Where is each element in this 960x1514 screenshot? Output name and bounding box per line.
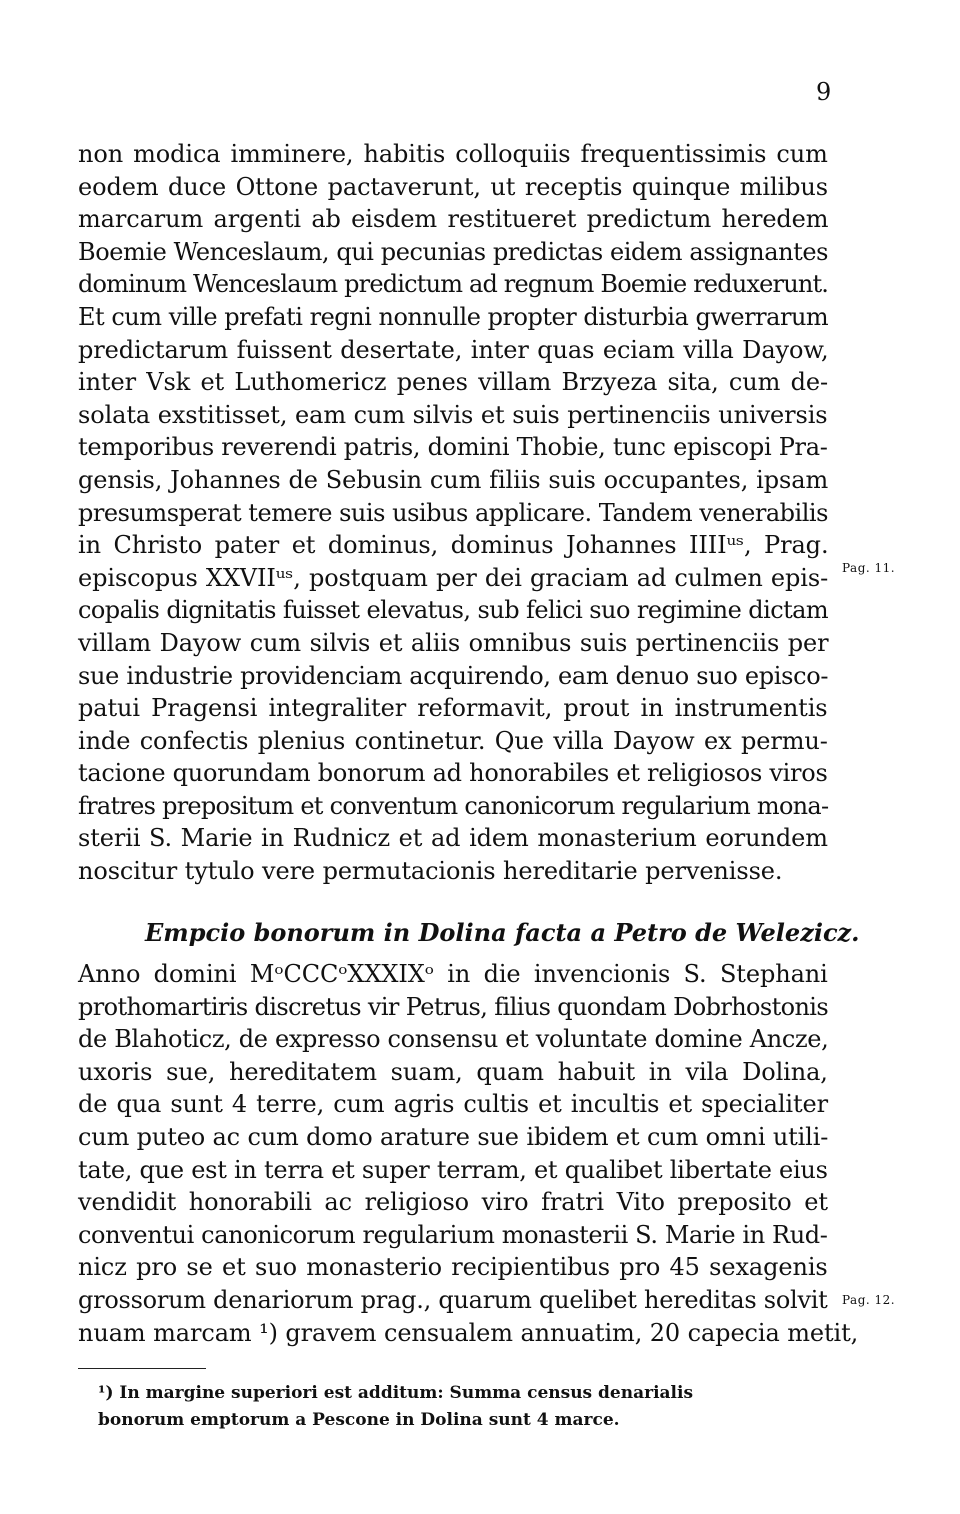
section-heading: Empcio bonorum in Dolina facta a Petro de Welezicz. xyxy=(145,918,860,947)
margin-note-pag-11: Pag. 11. xyxy=(842,561,896,575)
second-paragraph xyxy=(78,958,859,1349)
paragraph1-line: episcopus XXVIIᵘˢ, postquam per dei graciam ad culmen epis- xyxy=(78,563,829,592)
paragraph1-line: solata exstitisset, eam cum silvis et suis pertinenciis universis xyxy=(78,400,828,429)
paragraph2-line: conventui canonicorum regularium monasterii S. Marie in Rud- xyxy=(78,1220,828,1249)
paragraph2-line: nuam marcam ¹) gravem censualem annuatim, 20 capecia metit, xyxy=(78,1318,859,1347)
paragraph1-line: inde confectis plenius continetur. Que villa Dayow ex permu- xyxy=(78,726,828,755)
paragraph2-line: de Blahoticz, de expresso consensu et voluntate domine Ancze, xyxy=(78,1025,829,1054)
paragraph2-line: de qua sunt 4 terre, cum agris cultis et incultis et specialiter xyxy=(78,1090,829,1119)
paragraph1-line: fratres prepositum et conventum canonicorum regularium mona- xyxy=(78,791,829,820)
paragraph2-line: grossorum denariorum prag., quarum quelibet hereditas solvit xyxy=(78,1285,828,1314)
footnote-line: bonorum emptorum a Pescone in Dolina sunt 4 marce. xyxy=(98,1410,620,1430)
margin-note-pag-12: Pag. 12. xyxy=(842,1293,896,1307)
paragraph1-line: tacione quorundam bonorum ad honorabiles et religiosos viros xyxy=(78,759,828,788)
paragraph1-line: copalis dignitatis fuisset elevatus, sub felici suo regimine dictam xyxy=(78,596,829,625)
paragraph1-line: predictarum fuissent desertate, inter quas eciam villa Dayow, xyxy=(78,335,829,364)
paragraph1-line: noscitur tytulo vere permutacionis hereditarie pervenisse. xyxy=(78,857,783,886)
paragraph2-line: vendidit honorabili ac religioso viro fratri Vito preposito et xyxy=(78,1188,828,1217)
paragraph1-line: presumsperat temere suis usibus applicare. Tandem venerabilis xyxy=(78,498,828,527)
paragraph1-line: gensis, Johannes de Sebusin cum filiis suis occupantes, ipsam xyxy=(78,465,829,494)
paragraph1-line: eodem duce Ottone pactaverunt, ut receptis quinque milibus xyxy=(78,172,828,201)
main-paragraph xyxy=(78,138,828,888)
paragraph1-line: non modica imminere, habitis colloquiis frequentissimis cum xyxy=(78,140,828,168)
footnote-rule xyxy=(78,1368,206,1369)
paragraph2-line: nicz pro se et suo monasterio recipientibus pro 45 sexagenis xyxy=(78,1253,828,1282)
paragraph1-line: temporibus reverendi patris, domini Thobie, tunc episcopi Pra- xyxy=(78,433,828,462)
paragraph1-line: Et cum ville prefati regni nonnulle propter disturbia gwerrarum xyxy=(78,302,829,331)
paragraph1-line: patui Pragensi integraliter reformavit, prout in instrumentis xyxy=(78,694,828,723)
paragraph1-line: in Christo pater et dominus, dominus Johannes IIIIᵘˢ, Prag. xyxy=(78,531,829,560)
paragraph2-line: cum puteo ac cum domo arature sue ibidem et cum omni utili- xyxy=(78,1122,829,1151)
footnote-line: ¹) In margine superiori est additum: Summa census denarialis xyxy=(98,1383,694,1403)
paragraph2-line: prothomartiris discretus vir Petrus, filius quondam Dobrhostonis xyxy=(78,992,829,1021)
paragraph1-line: marcarum argenti ab eisdem restitueret predictum heredem xyxy=(78,205,829,234)
footnote xyxy=(98,1380,838,1434)
paragraph1-line: villam Dayow cum silvis et aliis omnibus suis pertinenciis per xyxy=(78,628,829,657)
paragraph1-line: inter Vsk et Luthomericz penes villam Brzyeza sita, cum de- xyxy=(78,368,828,397)
paragraph1-line: Boemie Wenceslaum, qui pecunias predictas eidem assignantes xyxy=(78,237,829,266)
paragraph2-line: Anno domini MᵒCCCᵒXXXIXᵒ in die invencionis S. Stephani xyxy=(78,960,828,988)
paragraph1-line: sterii S. Marie in Rudnicz et ad idem monasterium eorundem xyxy=(78,824,828,853)
paragraph2-line: tate, que est in terra et super terram, et qualibet libertate eius xyxy=(78,1155,828,1184)
paragraph2-line: uxoris sue, hereditatem suam, quam habuit in vila Dolina, xyxy=(78,1057,828,1086)
page-number: 9 xyxy=(816,78,832,106)
paragraph1-line: sue industrie providenciam acquirendo, eam denuo suo episco- xyxy=(78,661,829,690)
paragraph1-line: dominum Wenceslaum predictum ad regnum Boemie reduxerunt. xyxy=(78,270,829,299)
